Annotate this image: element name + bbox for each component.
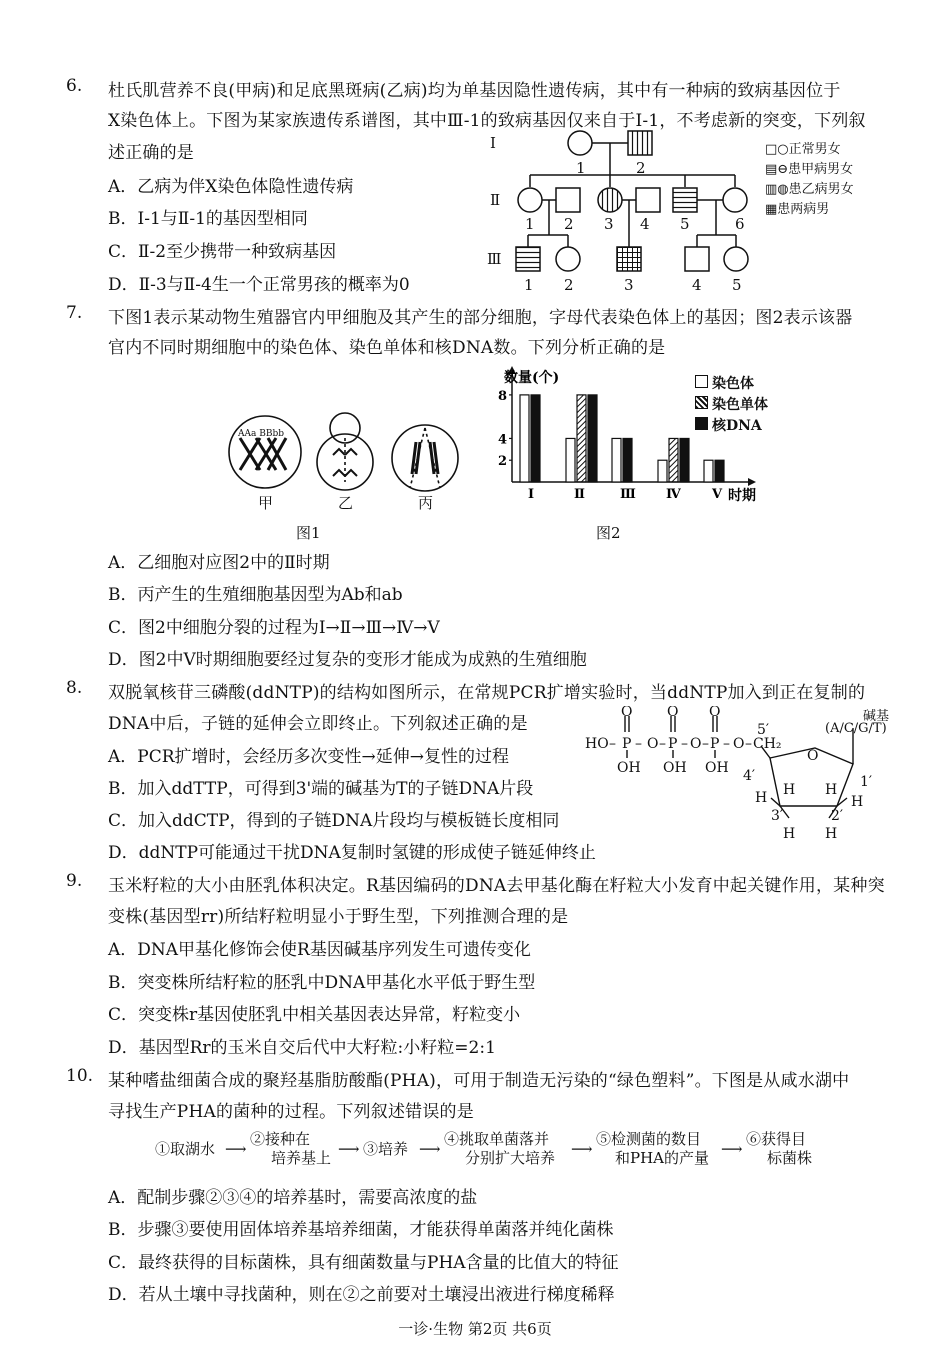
gen2-4: 4 <box>640 215 650 233</box>
q8-option-b[interactable]: B．加入ddTTP，可得到3'端的碱基为T的子链DNA片段 <box>108 779 534 799</box>
q7-option-a[interactable]: A．乙细胞对应图2中的Ⅱ时期 <box>108 553 330 573</box>
flow-step-6a: ⑥获得目 <box>746 1130 807 1148</box>
q8-stem-2: DNA中后，子链的延伸会立即终止。下列叙述正确的是 <box>108 714 528 734</box>
svg-text:–: – <box>745 736 752 752</box>
fig1-gene-labels: AAa BBbb <box>238 429 284 439</box>
chart-bar <box>623 438 632 482</box>
q8-option-c[interactable]: C．加入ddCTP，得到的子链DNA片段均与模板链长度相同 <box>108 811 560 831</box>
gen2-1: 1 <box>525 215 535 233</box>
chart-bar <box>680 438 689 482</box>
chart-x-tick-label: Ⅴ <box>712 487 723 502</box>
chart-bar <box>520 395 529 482</box>
q7-stem-2: 官内不同时期细胞中的染色体、染色单体和核DNA数。下列分析正确的是 <box>108 338 666 358</box>
q8-option-d[interactable]: D．ddNTP可能通过干扰DNA复制时氢键的形成使子链延伸终止 <box>108 843 596 863</box>
ring-o: O <box>807 748 819 764</box>
cell-label-jia: 甲 <box>258 494 274 512</box>
flow-step-4b: 分别扩大培养 <box>465 1149 556 1167</box>
chart-bar <box>715 460 724 482</box>
chart-x-tick-label: Ⅱ <box>574 487 585 502</box>
gen2-5: 5 <box>680 215 690 233</box>
chart-bar <box>669 438 678 482</box>
svg-text:–: – <box>609 736 616 752</box>
legend-normal: □○正常男女 <box>765 142 841 157</box>
c5: 5′ <box>757 722 770 738</box>
gen1-2: 2 <box>636 159 646 177</box>
flow-step-5b: 和PHA的产量 <box>615 1149 710 1167</box>
q6-option-c[interactable]: C．Ⅱ-2至少携带一种致病基因 <box>108 242 337 262</box>
legend-disease-a: ▤⊖患甲病男女 <box>765 162 854 177</box>
h2: H <box>783 782 796 798</box>
flow-step-5a: ⑤检测菌的数目 <box>596 1130 702 1148</box>
h3: H <box>825 782 838 798</box>
chart-x-arrow <box>748 478 756 486</box>
chart-bar <box>566 438 575 482</box>
chart-bar <box>531 395 540 482</box>
q7-option-b[interactable]: B．丙产生的生殖细胞基因型为Ab和ab <box>108 585 403 605</box>
legend-both: ▦患两病男 <box>765 202 830 217</box>
svg-text:O: O <box>667 706 679 720</box>
chart-ylabel: 数量(个) <box>504 370 560 386</box>
ho-label: HO <box>585 736 609 752</box>
chart-y-tick-label: 2 <box>498 454 508 470</box>
h1: H <box>755 790 768 806</box>
chart-legend <box>695 374 768 437</box>
q10-option-c[interactable]: C．最终获得的目标菌株，具有细菌数量与PHA含量的比值大的特征 <box>108 1253 619 1273</box>
q7-number: 7. <box>66 303 83 323</box>
gen3-3: 3 <box>624 276 634 294</box>
chart-bar <box>588 395 597 482</box>
oh3: OH <box>705 760 729 776</box>
h5: H <box>783 826 796 842</box>
q6-stem-3: 述正确的是 <box>108 143 194 163</box>
q6-option-d[interactable]: D．Ⅱ-3与Ⅱ-4生一个正常男孩的概率为0 <box>108 275 410 295</box>
q9-stem-1: 玉米籽粒的大小由胚乳体积决定。R基因编码的DNA去甲基化酶在籽粒大小发育中起关键作用，某种突 <box>108 876 885 896</box>
chart-bar <box>612 438 621 482</box>
flow-step-2b: 培养基上 <box>271 1149 332 1167</box>
q7-stem-1: 下图1表示某动物生殖器官内甲细胞及其产生的部分细胞，字母代表染色体上的基因；图2表示该器 <box>108 308 853 328</box>
pedigree-chart <box>480 125 760 297</box>
q9-number: 9. <box>66 871 83 891</box>
svg-text:–: – <box>702 736 709 752</box>
p1: P <box>622 736 632 752</box>
gen3-1: 1 <box>524 276 534 294</box>
chart-x-tick-label: Ⅰ <box>528 487 535 502</box>
gen3-2: 2 <box>564 276 574 294</box>
gen-label-iii: Ⅲ <box>487 250 502 268</box>
legend-chromosome: 染色体 <box>695 374 768 395</box>
base-types: (A/C/G/T) <box>825 721 887 736</box>
q10-number: 10. <box>66 1066 94 1086</box>
gen2-6: 6 <box>735 215 745 233</box>
q6-option-b[interactable]: B．Ⅰ-1与Ⅱ-1的基因型相同 <box>108 209 308 229</box>
flow-step-1: ①取湖水 <box>155 1140 216 1158</box>
gen3-4: 4 <box>692 276 702 294</box>
q10-option-d[interactable]: D．若从土壤中寻找菌种，则在②之前要对土壤浸出液进行梯度稀释 <box>108 1285 615 1305</box>
ddntp-structure <box>585 706 905 846</box>
q6-stem-1: 杜氏肌营养不良(甲病)和足底黑斑病(乙病)均为单基因隐性遗传病，其中有一种病的致病基因位于 <box>108 81 841 101</box>
oh1: OH <box>617 760 641 776</box>
c2: 2′ <box>831 808 844 824</box>
q8-option-a[interactable]: A．PCR扩增时，会经历多次变性→延伸→复性的过程 <box>108 747 510 767</box>
svg-text:–: – <box>681 736 688 752</box>
gen3-5: 5 <box>732 276 742 294</box>
chart-xlabel: 时期 <box>728 488 756 504</box>
chart-bar <box>658 460 667 482</box>
p3: P <box>710 736 720 752</box>
o1: O <box>647 736 659 752</box>
chart-bar <box>577 395 586 482</box>
gen2-3: 3 <box>604 215 614 233</box>
chart-y-tick-label: 8 <box>498 388 508 404</box>
q9-stem-2: 变株(基因型rr)所结籽粒明显小于野生型，下列推测合理的是 <box>108 907 569 927</box>
q10-option-b[interactable]: B．步骤③要使用固体培养基培养细菌，才能获得单菌落并纯化菌株 <box>108 1220 614 1240</box>
gen-label-ii: Ⅱ <box>490 191 501 209</box>
chart-x-tick-label: Ⅲ <box>620 487 636 502</box>
p2: P <box>668 736 678 752</box>
chart-x-tick-label: Ⅳ <box>666 487 681 502</box>
flow-step-2a: ②接种在 <box>250 1130 311 1148</box>
svg-text:O: O <box>709 706 721 720</box>
figure-1-cells <box>220 400 470 520</box>
q9-option-d[interactable]: D．基因型Rr的玉米自交后代中大籽粒:小籽粒=2:1 <box>108 1038 496 1058</box>
ch2: CH₂ <box>753 736 782 752</box>
svg-text:O: O <box>621 706 633 720</box>
legend-disease-b: ▥◍患乙病男女 <box>765 182 854 197</box>
q10-option-a[interactable]: A．配制步骤②③④的培养基时，需要高浓度的盐 <box>108 1188 478 1208</box>
o2: O <box>690 736 702 752</box>
cell-label-bing: 丙 <box>418 494 434 512</box>
flow-step-6b: 标菌株 <box>767 1149 813 1167</box>
gen-label-i: Ⅰ <box>490 134 496 152</box>
q7-option-c[interactable]: C．图2中细胞分裂的过程为Ⅰ→Ⅱ→Ⅲ→Ⅳ→Ⅴ <box>108 618 440 638</box>
q10-stem-1: 某种嗜盐细菌合成的聚羟基脂肪酸酯(PHA)，可用于制造无污染的“绿色塑料”。下图是从咸水湖中 <box>108 1071 850 1091</box>
c1: 1′ <box>860 774 873 790</box>
h4: H <box>851 794 864 810</box>
svg-text:–: – <box>659 736 666 752</box>
c3: 3′ <box>771 808 784 824</box>
q6-stem-2: X染色体上。下图为某家族遗传系谱图，其中Ⅲ-1的致病基因仅来自于Ⅰ-1，不考虑新的突变，下列叙 <box>108 111 866 131</box>
figure-1-caption: 图1 <box>296 524 321 542</box>
gen2-2: 2 <box>564 215 574 233</box>
o3: O <box>733 736 745 752</box>
q6-option-a[interactable]: A．乙病为伴X染色体隐性遗传病 <box>108 177 354 197</box>
pedigree-legend <box>765 140 854 220</box>
q9-option-b[interactable]: B．突变株所结籽粒的胚乳中DNA甲基化水平低于野生型 <box>108 973 536 993</box>
svg-text:–: – <box>723 736 730 752</box>
q8-number: 8. <box>66 678 83 698</box>
q10-stem-2: 寻找生产PHA的菌种的过程。下列叙述错误的是 <box>108 1102 474 1122</box>
figure-2-caption: 图2 <box>596 524 621 542</box>
legend-chromatid: 染色单体 <box>695 395 768 416</box>
legend-dna: 核DNA <box>695 416 768 437</box>
page-footer: 一诊·生物 第2页 共6页 <box>398 1320 552 1338</box>
q8-stem-1: 双脱氧核苷三磷酸(ddNTP)的结构如图所示，在常规PCR扩增实验时，当ddNTP加入到正在复制的 <box>108 683 866 703</box>
q7-option-d[interactable]: D．图2中Ⅴ时期细胞要经过复杂的变形才能成为成熟的生殖细胞 <box>108 650 587 670</box>
chart-y-tick-label: 4 <box>498 432 508 448</box>
c4: 4′ <box>743 768 756 784</box>
flow-step-4a: ④挑取单菌落并 <box>444 1130 550 1148</box>
svg-text:–: – <box>635 736 642 752</box>
cell-label-yi: 乙 <box>338 494 354 512</box>
flow-step-3: ③培养 <box>363 1140 409 1158</box>
q6-number: 6. <box>66 76 83 96</box>
q9-option-c[interactable]: C．突变株r基因使胚乳中相关基因表达异常，籽粒变小 <box>108 1005 521 1025</box>
oh2: OH <box>663 760 687 776</box>
h6: H <box>825 826 838 842</box>
chart-bar <box>704 460 713 482</box>
gen1-1: 1 <box>576 159 586 177</box>
base-label: 碱基 <box>863 709 890 724</box>
q9-option-a[interactable]: A．DNA甲基化修饰会使R基因碱基序列发生可遗传变化 <box>108 940 531 960</box>
